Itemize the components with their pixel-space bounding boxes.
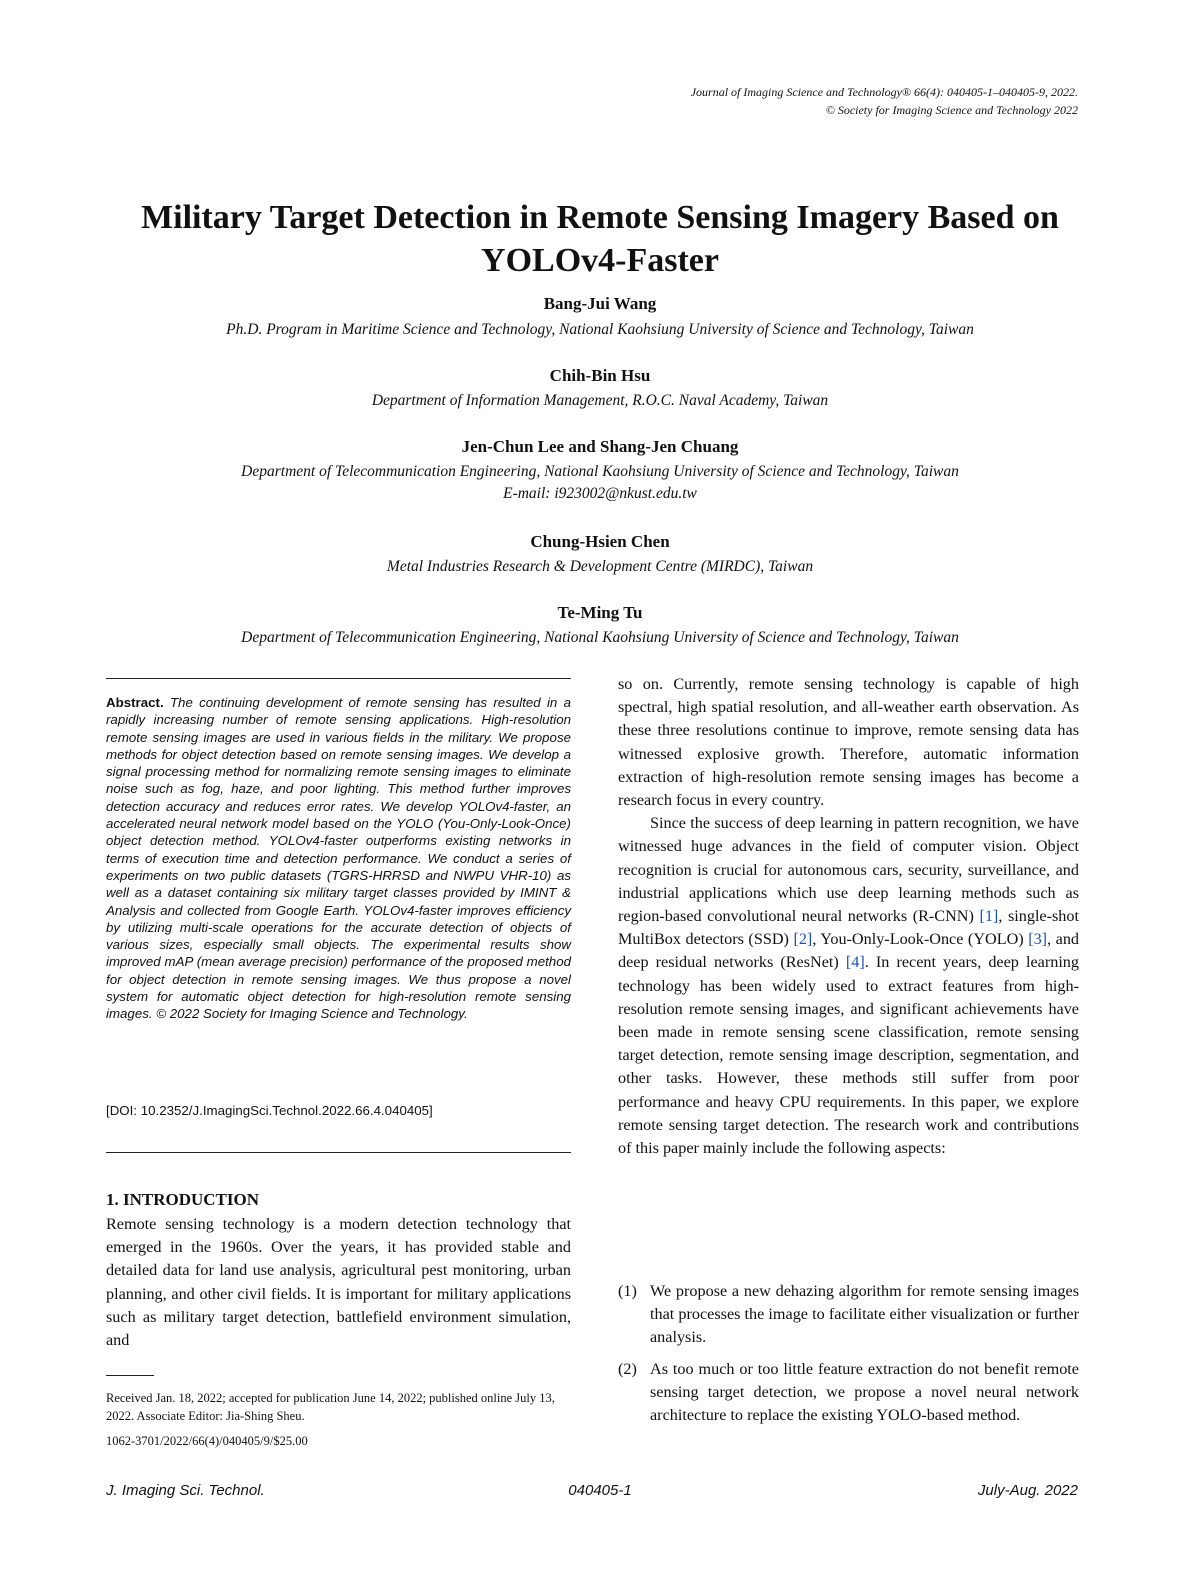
copyright-line: © Society for Imaging Science and Technology 2022 (825, 103, 1078, 117)
paragraph-text: . In recent years, deep learning technology has been widely used to extract features from high-resolution remote sensing images, and significant achievements have been made in remote sensing scene classification, remote sensing target detection, remote sensing image description, segmentation, and other tasks. However, these methods still suffer from poor performance and heavy CPU requirements. In this paper, we explore remote sensing target detection. The research work and contributions of this paper mainly include the following aspects: (618, 953, 1079, 1158)
citation-link[interactable]: [1] (979, 907, 999, 926)
contribution-list-item (618, 1358, 1079, 1428)
author-name: Chih-Bin Hsu (549, 366, 651, 385)
abstract-copyright: © 2022 Society for Imaging Science and Technology. (156, 1006, 468, 1022)
list-item-text: As too much or too little feature extraction do not benefit remote sensing target detection, we propose a novel neural network architecture to replace the existing YOLO-based method. (650, 1360, 1079, 1425)
list-number: (1) (618, 1282, 637, 1300)
article-code-footnote: 1062-3701/2022/66(4)/040405/9/$25.00 (106, 1434, 308, 1448)
author-name: Jen-Chun Lee and Shang-Jen Chuang (461, 437, 739, 456)
intro-right-column (618, 673, 1079, 1160)
list-item-text: We propose a new dehazing algorithm for remote sensing images that processes the image to facilitate either visualization or further analysis. (650, 1282, 1079, 1347)
contribution-list-item (618, 1280, 1079, 1350)
author-name: Chung-Hsien Chen (530, 532, 670, 551)
paragraph-text: , single-shot MultiBox detectors (SSD) (618, 907, 1079, 949)
abstract-top-rule (106, 678, 571, 679)
citation-link[interactable]: [3] (1028, 930, 1048, 949)
list-number: (2) (618, 1360, 637, 1378)
abstract-label: Abstract. (106, 695, 164, 710)
doi-link[interactable]: [DOI: 10.2352/J.ImagingSci.Technol.2022.66.4.040405] (106, 1103, 433, 1118)
abstract-text: The continuing development of remote sensing has resulted in a rapidly increasing number of remote sensing applications. High-resolution remote sensing images are used in various fields in the military. We propose methods for object detection based on remote sensing images. We develop a signal processing method for normalizing remote sensing images to eliminate noise such as fog, haze, and poor lighting. This method further improves detection accuracy and reduces error rates. We develop YOLOv4-faster, an accelerated neural network model based on the YOLO (You-Only-Look-Once) object detection method. YOLOv4-faster outperforms existing networks in terms of execution time and detection performance. We conduct a series of experiments on two public datasets (TGRS-HRRSD and NWPU VHR-10) as well as a dataset containing six military target classes provided by IMINT & Analysis and collected from Google Earth. YOLOv4-faster improves efficiency by utilizing multi-scale operations for the accurate detection of objects of various sizes, especially small objects. The experimental results show improved mAP (mean average precision) performance of the proposed method for object detection in remote sensing images. We thus propose a novel system for automatic object detection for high-resolution remote sensing images. (106, 695, 571, 1022)
intro-paragraph-left: Remote sensing technology is a modern detection technology that emerged in the 1960s. Over the years, it has provided stable and detailed data for land use analysis, agricultural pest monitoring, urban planning, and other civil fields. It is important for military applications such as military target detection, battlefield environment simulation, and (106, 1215, 571, 1350)
intro-paragraph: so on. Currently, remote sensing technology is capable of high spectral, high spatial resolution, and all-weather earth observation. As these three resolutions continue to improve, remote sensing data has witnessed explosive growth. Therefore, automatic information extraction of high-resolution remote sensing images has become a research focus in every country. (618, 675, 1079, 810)
author-affiliation: Department of Telecommunication Engineering, National Kaohsiung University of Science and Technology, Taiwan (241, 629, 959, 646)
author-name: Te-Ming Tu (557, 603, 643, 622)
abstract-block (106, 694, 571, 1023)
author-affiliation: Department of Information Management, R.O.C. Naval Academy, Taiwan (371, 392, 829, 409)
author-affiliation: Department of Telecommunication Engineering, National Kaohsiung University of Science and Technology, Taiwan (241, 463, 959, 480)
intro-paragraph (618, 812, 1079, 1160)
author-name: Bang-Jui Wang (543, 294, 657, 313)
journal-citation-line: Journal of Imaging Science and Technology® 66(4): 040405-1–040405-9, 2022. (690, 85, 1078, 99)
footer-journal: J. Imaging Sci. Technol. (106, 1482, 265, 1499)
footer-page-number: 040405-1 (568, 1482, 632, 1499)
citation-link[interactable]: [4] (845, 953, 865, 972)
footer-date: July-Aug. 2022 (977, 1482, 1078, 1499)
section-heading: 1. INTRODUCTION (106, 1190, 260, 1209)
paper-title: Military Target Detection in Remote Sensing Imagery Based on YOLOv4-Faster (141, 199, 1059, 279)
author-affiliation: Metal Industries Research & Development Centre (MIRDC), Taiwan (386, 558, 814, 575)
author-email: E-mail: i923002@nkust.edu.tw (503, 485, 697, 502)
footnote-rule (106, 1375, 154, 1376)
abstract-bottom-rule (106, 1152, 571, 1153)
citation-link[interactable]: [2] (793, 930, 813, 949)
paragraph-text: , You-Only-Look-Once (YOLO) (812, 930, 1029, 949)
paragraph-text: Since the success of deep learning in pattern recognition, we have witnessed huge advances in the field of computer vision. Object recognition is crucial for autonomous cars, security, surveillance, and industrial applications which use deep learning methods such as region-based convolutional neural networks (R-CNN) (618, 814, 1079, 926)
author-affiliation: Ph.D. Program in Maritime Science and Technology, National Kaohsiung University of Science and Technology, Taiwan (226, 321, 974, 338)
received-footnote: Received Jan. 18, 2022; accepted for publication June 14, 2022; published online July 13, 2022. Associate Editor: Jia-Shing Sheu. (106, 1391, 555, 1423)
paragraph-text: , and deep residual networks (ResNet) (618, 930, 1080, 972)
